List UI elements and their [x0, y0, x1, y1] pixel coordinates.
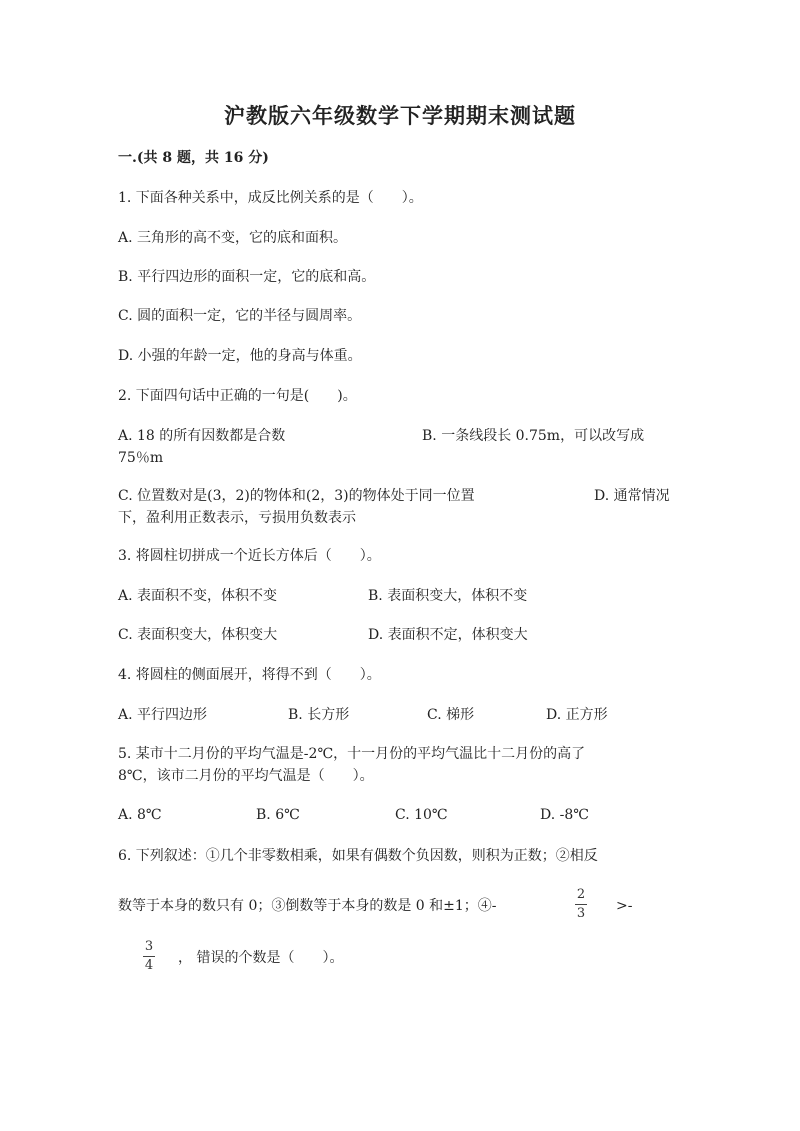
q2-stem: 2. 下面四句话中正确的一句是( )。 — [118, 388, 357, 404]
q1-option-c: C. 圆的面积一定，它的半径与圆周率。 — [118, 308, 362, 324]
q1-option-b: B. 平行四边形的面积一定，它的底和高。 — [118, 269, 376, 285]
q2-option-a: A. 18 的所有因数都是合数 — [118, 428, 286, 444]
fraction-bar — [575, 904, 587, 905]
q2-option-b-line2: 75％m — [118, 450, 164, 466]
q6-fraction-three-quarters — [143, 940, 155, 973]
fraction-denominator: 3 — [576, 906, 586, 921]
q3-option-c: C. 表面积变大，体积变大 — [118, 627, 278, 643]
q3-option-a: A. 表面积不变，体积不变 — [118, 588, 278, 604]
q5-stem-line1: 5. 某市十二月份的平均气温是-2℃，十一月份的平均气温比十二月份的高了 — [118, 746, 586, 762]
q6-line1: 6. 下列叙述：①几个非零数相乘，如果有偶数个负因数，则积为正数；②相反 — [118, 848, 598, 864]
q4-option-d: D. 正方形 — [546, 707, 608, 723]
q2-option-d-line1: D. 通常情况 — [594, 488, 670, 504]
page-title: 沪教版六年级数学下学期期末测试题 — [224, 103, 576, 128]
q5-option-a: A. 8℃ — [118, 807, 162, 823]
q6-comparison-sign: >- — [616, 898, 633, 914]
fraction-denominator: 4 — [144, 958, 154, 973]
q5-stem-line2: 8℃，该市二月份的平均气温是（ ）。 — [118, 768, 374, 784]
q3-option-d: D. 表面积不定，体积变大 — [368, 627, 528, 643]
section-heading: 一.(共 8 题，共 16 分) — [118, 150, 269, 166]
q5-option-b: B. 6℃ — [256, 807, 300, 823]
q6-line3: ， 错误的个数是（ ）。 — [178, 950, 344, 966]
q1-stem: 1. 下面各种关系中，成反比例关系的是（ ）。 — [118, 190, 423, 206]
q5-option-c: C. 10℃ — [395, 807, 448, 823]
q2-option-c: C. 位置数对是(3，2)的物体和(2，3)的物体处于同一位置 — [118, 488, 475, 504]
q4-option-b: B. 长方形 — [288, 707, 350, 723]
q2-option-d-line2: 下，盈利用正数表示，亏损用负数表示 — [118, 510, 356, 526]
q4-option-a: A. 平行四边形 — [118, 707, 208, 723]
q1-option-d: D. 小强的年龄一定，他的身高与体重。 — [118, 348, 362, 364]
q6-line2: 数等于本身的数只有 0；③倒数等于本身的数是 0 和±1；④- — [118, 898, 497, 914]
q3-stem: 3. 将圆柱切拼成一个近长方体后（ ）。 — [118, 548, 381, 564]
fraction-bar — [143, 956, 155, 957]
fraction-numerator: 3 — [144, 939, 154, 954]
q6-fraction-two-thirds — [575, 888, 587, 921]
q1-option-a: A. 三角形的高不变，它的底和面积。 — [118, 230, 348, 246]
q2-option-b-line1: B. 一条线段长 0.75m，可以改写成 — [422, 428, 645, 444]
q4-option-c: C. 梯形 — [427, 707, 475, 723]
q4-stem: 4. 将圆柱的侧面展开，将得不到（ ）。 — [118, 667, 381, 683]
q3-option-b: B. 表面积变大，体积不变 — [368, 588, 528, 604]
fraction-numerator: 2 — [576, 887, 586, 902]
q5-option-d: D. -8℃ — [540, 807, 589, 823]
